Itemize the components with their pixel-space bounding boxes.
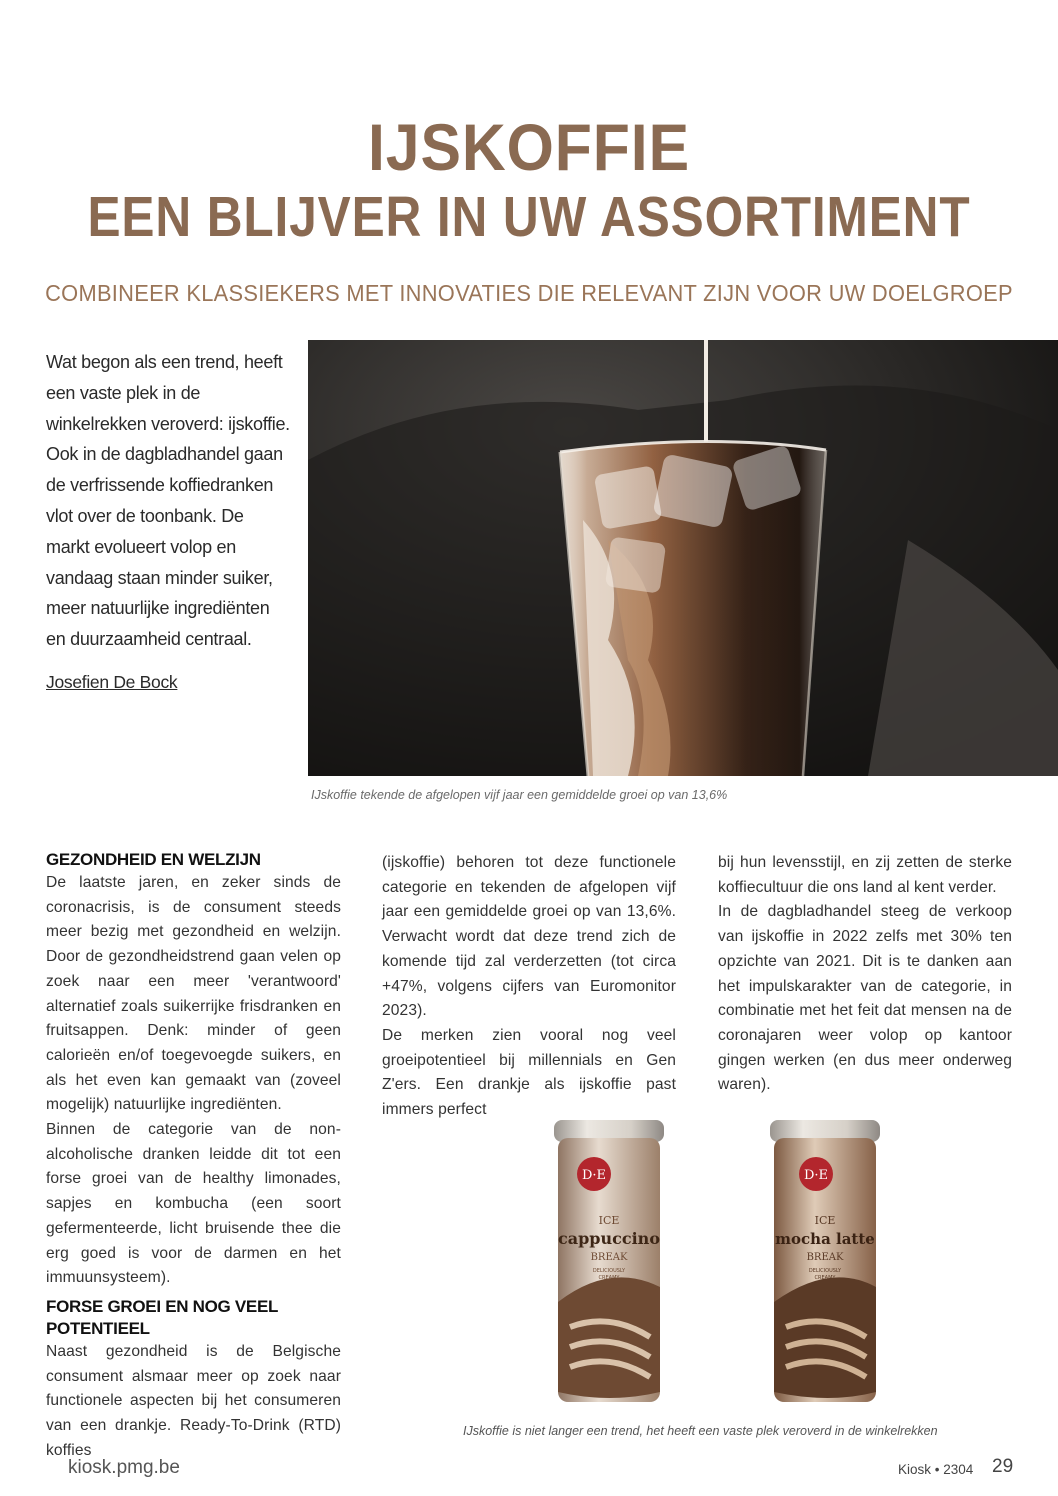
can1-brand-logo: D·E xyxy=(581,1168,607,1183)
can1-line2: cappuccino xyxy=(558,1229,660,1248)
can2-line3: BREAK xyxy=(806,1252,844,1263)
article-section-growth xyxy=(46,1296,341,1464)
col2-paragraph-1: (ijskoffie) behoren tot deze functionele categorie en tekenden de afgelopen vijf jaar een gemiddelde groei op van 13,6%. Verwacht wordt dat deze trend zich de komende tijd zal verderzetten (tot circa +47%, volgens cijfers van Euromonitor 2023). xyxy=(382,854,676,1020)
page-number: 29 xyxy=(992,1456,1014,1477)
intro-paragraph: Wat begon als een trend, heeft een vaste plek in de winkelrekken veroverd: ijskoffie. Ook in de dagbladhandel gaan de verfrissende koffiedranken vlot over de toonbank. De markt evolueert volop en vandaag staan minder suiker, meer natuurlijke ingrediënten en duurzaamheid centraal. xyxy=(46,352,290,650)
can2-brand-logo: D·E xyxy=(803,1168,829,1183)
can2-line4: DELICIOUSLY xyxy=(808,1268,842,1274)
can-ice-mocha-latte xyxy=(770,1120,880,1402)
article-column-1 xyxy=(46,849,341,1291)
section-heading-growth: FORSE GROEI EN NOG VEEL POTENTIEEL xyxy=(46,1297,278,1338)
footer-issue-label: Kiosk • 2304 xyxy=(898,1462,974,1477)
page-title: IJSKOFFIE xyxy=(367,110,691,184)
products-caption: IJskoffie is niet langer een trend, het heeft een vaste plek veroverd in de winkelrekken xyxy=(463,1424,938,1438)
article-column-2 xyxy=(382,851,676,1123)
page-subtitle: EEN BLIJVER IN UW ASSORTIMENT xyxy=(87,185,971,249)
iced-coffee-glass-illustration xyxy=(308,340,1058,776)
col2-paragraph-2: De merken zien vooral nog veel groeipotentieel bij millennials en Gen Z'ers. Een drankje als ijskoffie past immers perfect xyxy=(382,1026,676,1119)
product-cans-illustration xyxy=(540,1112,920,1412)
section1-paragraph-2: Binnen de categorie van de non-alcoholische dranken leidde dit tot een forse groei van de healthy limonades, sapjes en kombucha (een soort gefermenteerde, licht bruisende thee die erg goed is voor de darmen en het immuunsysteem). xyxy=(46,1121,341,1287)
product-cans-image xyxy=(540,1112,920,1412)
hero-photo-iced-coffee xyxy=(308,340,1058,776)
can1-line5: CREAMY xyxy=(598,1275,620,1281)
hero-caption: IJskoffie tekende de afgelopen vijf jaar een gemiddelde groei op van 13,6% xyxy=(311,788,728,802)
can1-line4: DELICIOUSLY xyxy=(592,1268,626,1274)
can1-line1: ICE xyxy=(598,1214,620,1227)
article-column-3 xyxy=(718,851,1012,1098)
can-ice-cappuccino xyxy=(554,1120,664,1402)
page-tagline: COMBINEER KLASSIEKERS MET INNOVATIES DIE RELEVANT ZIJN VOOR UW DOELGROEP xyxy=(45,280,1013,306)
can2-line2: mocha latte xyxy=(775,1230,875,1248)
section-heading-health: GEZONDHEID EN WELZIJN xyxy=(46,850,261,869)
section2-paragraph-1: Naast gezondheid is de Belgische consument alsmaar meer op zoek naar functionele aspecten bij het consumeren van een drankje. Ready-To-Drink (RTD) koffies xyxy=(46,1343,341,1459)
footer-website-link[interactable]: kiosk.pmg.be xyxy=(68,1457,180,1478)
section1-paragraph-1: De laatste jaren, en zeker sinds de coronacrisis, is de consument steeds meer bezig met gezondheid en welzijn. Door de gezondheidstrend gaan velen op zoek naar een meer 'verantwoord' alternatief zoals suikerrijke frisdranken en fruitsappen. Denk: minder of geen calorieën en/of toegevoegde suikers, en als het even kan gemaakt van (zoveel mogelijk) natuurlijke ingrediënten. xyxy=(46,874,341,1114)
can2-line1: ICE xyxy=(814,1214,836,1227)
author-byline: Josefien De Bock xyxy=(46,672,178,692)
can1-line3: BREAK xyxy=(590,1252,628,1263)
can2-line5: CREAMY xyxy=(814,1275,836,1281)
col3-paragraph-1: bij hun levensstijl, en zij zetten de sterke koffiecultuur die ons land al kent verder. xyxy=(718,854,1012,896)
col3-paragraph-2: In de dagbladhandel steeg de verkoop van ijskoffie in 2022 zelfs met 30% ten opzichte van 2021. Dit is te danken aan het impulskarakter van de categorie, in combinatie met het feit dat mensen na de coronajaren weer volop op kantoor gingen werken (en dus meer onderweg waren). xyxy=(718,903,1012,1094)
